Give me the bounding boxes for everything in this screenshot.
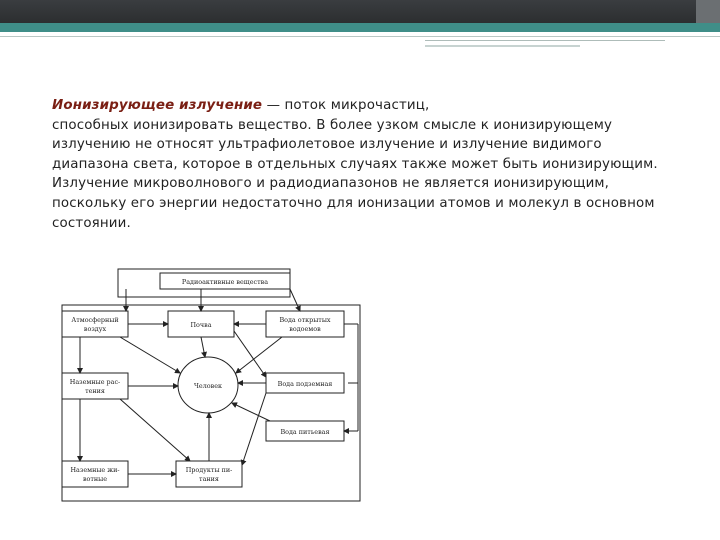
label-food-2: тания xyxy=(199,475,219,483)
node-animals xyxy=(62,461,128,487)
definition-line-4: Излучение микроволнового и радиодиапазонов не является ионизирующим, xyxy=(52,176,610,192)
label-source: Радиоактивные вещества xyxy=(181,278,269,286)
header-divider-shorter xyxy=(425,45,580,47)
label-air-2: воздух xyxy=(83,325,107,333)
label-plants-2: тения xyxy=(85,387,105,395)
definition-dash: — xyxy=(262,98,285,113)
radiation-pathways-diagram xyxy=(60,265,370,505)
header-divider xyxy=(0,36,720,37)
definition-line-3: диапазона света, которое в отдельных случаях также может быть ионизирующим. xyxy=(52,156,658,172)
definition-line-5: поскольку его энергии недостаточно для ионизации атомов и молекул в основном xyxy=(52,195,655,211)
label-drinking-water: Вода питьевая xyxy=(280,428,330,436)
definition-paragraph xyxy=(52,96,702,233)
label-food-1: Продукты пи- xyxy=(185,466,233,474)
node-open-water xyxy=(266,311,344,337)
label-open-water-1: Вода открытых xyxy=(279,316,331,324)
label-ground-water: Вода подземная xyxy=(277,380,333,388)
header-bar xyxy=(0,0,720,23)
label-human: Человек xyxy=(193,382,223,390)
label-soil: Почва xyxy=(190,321,212,329)
definition-first-line xyxy=(52,96,702,116)
diagram-svg xyxy=(60,265,370,505)
label-open-water-2: водоемов xyxy=(289,325,321,333)
node-plants xyxy=(62,373,128,399)
label-animals-1: Наземные жи- xyxy=(70,466,120,474)
header-teal-stripe xyxy=(0,23,720,32)
definition-line-2: излучению не относят ультрафиолетовое излучение и излучение видимого xyxy=(52,137,602,153)
header-divider-short xyxy=(425,40,665,41)
definition-line-6: состоянии. xyxy=(52,215,131,231)
label-air-1: Атмосферный xyxy=(71,316,119,324)
label-plants-1: Наземные рас- xyxy=(69,378,121,386)
definition-line-1: способных ионизировать вещество. В более узком смысле к ионизирующему xyxy=(52,117,613,133)
definition-line-0: поток микрочастиц, xyxy=(284,98,430,113)
node-food xyxy=(176,461,242,487)
node-air xyxy=(62,311,128,337)
label-animals-2: вотные xyxy=(82,475,108,483)
definition-term: Ионизирующее излучение xyxy=(52,98,263,113)
